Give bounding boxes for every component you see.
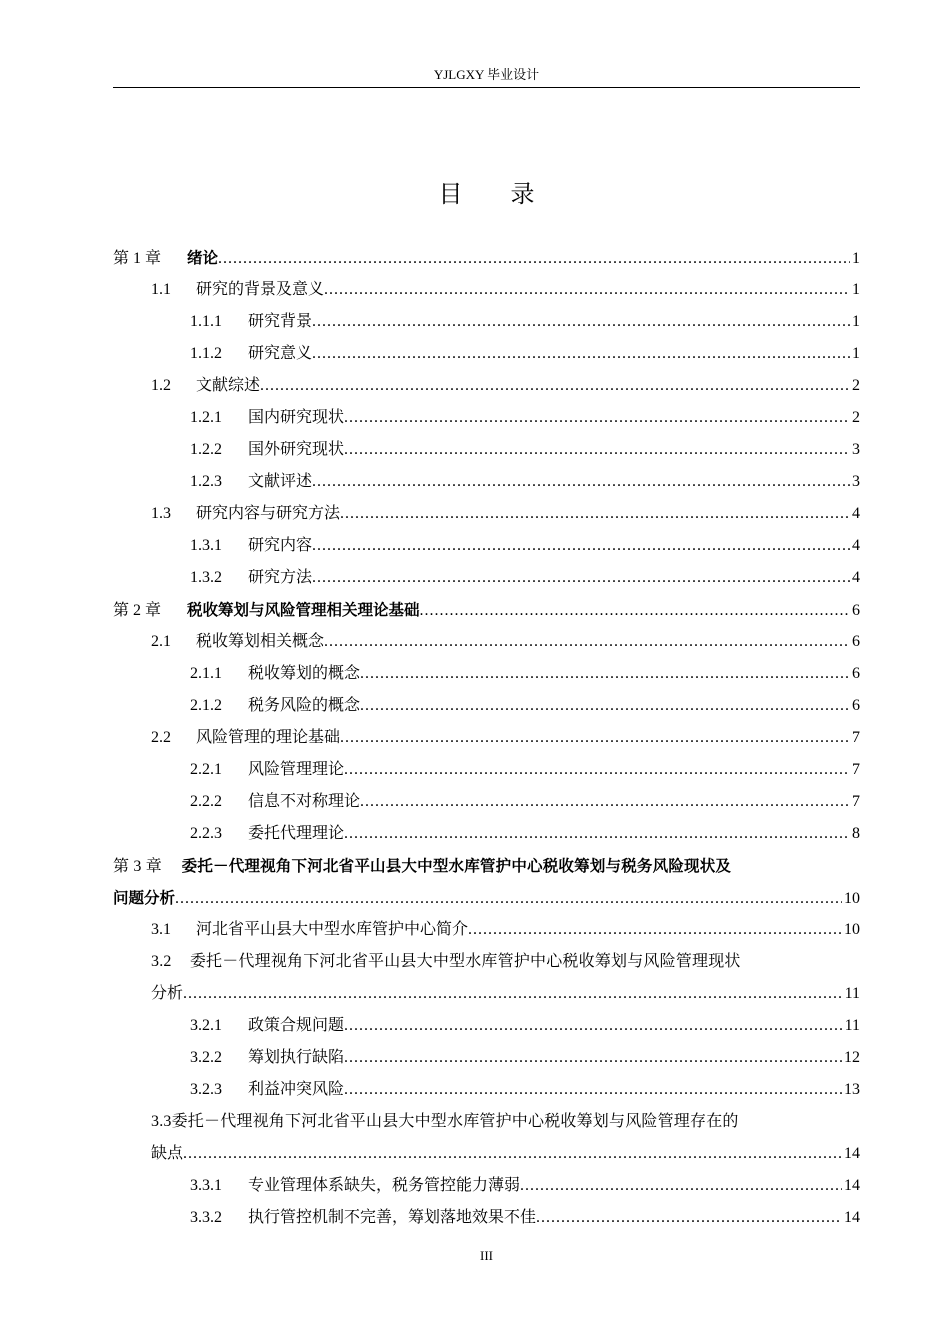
toc-entry-1-1-1[interactable] [113,306,860,338]
toc-title: 风险管理理论 [248,761,345,778]
toc-number: 第 2 章 [113,602,162,619]
toc-number: 1.1.2 [190,345,222,362]
toc-leader [344,434,850,466]
toc-page-number: 1 [852,345,860,362]
table-of-contents [113,242,860,1234]
toc-leader [312,338,850,370]
toc-entry-1-3-1[interactable] [113,530,860,562]
toc-entry-2-1-1[interactable] [113,658,860,690]
toc-page-number: 12 [844,1049,860,1066]
toc-page-number: 3 [852,441,860,458]
toc-title: 国内研究现状 [248,409,345,426]
page-number-footer: III [480,1248,493,1263]
toc-title: 委托代理理论 [248,825,345,842]
toc-title-continued: 问题分析 [113,889,176,907]
toc-entry-3-3-1[interactable] [113,1170,860,1202]
toc-number: 3.2.1 [190,1017,222,1034]
toc-number: 2.2.3 [190,825,222,842]
toc-entry-chapter-3-cont[interactable] [113,882,860,914]
toc-entry-2-2-3[interactable] [113,818,860,850]
toc-entry-3-2-1[interactable] [113,1010,860,1042]
toc-page-number: 6 [852,665,860,682]
toc-entry-2-2-1[interactable] [113,754,860,786]
toc-entry-1-2-2[interactable] [113,434,860,466]
toc-title: 利益冲突风险 [248,1081,345,1098]
toc-entry-1-3[interactable] [113,498,860,530]
toc-title-continued: 分析 [151,985,184,1002]
toc-page-number: 14 [844,1177,860,1194]
toc-page-number: 1 [852,281,860,298]
toc-entry-3-1[interactable] [113,914,860,946]
toc-title: 绪论 [187,249,219,267]
toc-leader [420,595,850,627]
toc-page-number: 4 [852,569,860,586]
toc-entry-chapter-2[interactable] [113,594,860,626]
toc-title: 信息不对称理论 [248,793,361,810]
toc-leader [344,818,850,850]
toc-leader [344,1042,842,1074]
toc-number: 2.1 [151,633,171,650]
toc-leader [312,562,850,594]
toc-title: 研究方法 [248,569,313,586]
toc-page-number: 14 [844,1145,860,1162]
toc-title: 税收筹划与风险管理相关理论基础 [187,601,420,619]
toc-entry-2-2-2[interactable] [113,786,860,818]
toc-title: 研究的背景及意义 [196,281,325,298]
toc-number: 1.2.3 [190,473,222,490]
toc-page-number: 11 [844,985,860,1002]
toc-title-continued: 缺点 [151,1145,184,1162]
toc-title: 税务风险的概念 [248,697,361,714]
toc-page-number: 11 [844,1017,860,1034]
toc-page-number: 1 [852,313,860,330]
toc-leader [340,722,850,754]
toc-number: 3.3.1 [190,1177,222,1194]
toc-leader [360,786,850,818]
toc-title: 税收筹划的概念 [248,665,361,682]
toc-title: 河北省平山县大中型水库管护中心简介 [196,921,469,938]
toc-number: 3.2 [151,953,172,970]
toc-title: 税收筹划相关概念 [196,633,325,650]
toc-title: 文献综述 [196,377,261,394]
toc-leader [344,1010,843,1042]
toc-number: 2.1.2 [190,697,222,714]
toc-title: 专业管理体系缺失，税务管控能力薄弱 [248,1177,521,1194]
toc-leader [175,883,842,915]
toc-number: 1.1 [151,281,171,298]
toc-leader [183,978,843,1010]
toc-leader [344,754,850,786]
toc-title: 研究内容与研究方法 [196,505,341,522]
toc-title: 政策合规问题 [248,1017,345,1034]
toc-entry-chapter-3[interactable] [113,850,860,882]
toc-entry-chapter-1[interactable] [113,242,860,274]
toc-number: 1.3 [151,505,171,522]
toc-leader [344,1074,842,1106]
toc-entry-1-2[interactable] [113,370,860,402]
toc-page-number: 7 [852,793,860,810]
toc-number: 3.2.3 [190,1081,222,1098]
toc-leader [340,498,850,530]
toc-number: 1.3.2 [190,569,222,586]
toc-page-number: 13 [844,1081,860,1098]
toc-number: 3.3.2 [190,1209,222,1226]
toc-number: 1.2 [151,377,171,394]
toc-entry-3-3-2[interactable] [113,1202,860,1234]
toc-page-number: 1 [852,250,860,267]
toc-number: 第 1 章 [113,250,162,267]
toc-entry-2-1-2[interactable] [113,690,860,722]
toc-entry-3-3[interactable] [113,1106,860,1138]
toc-entry-2-1[interactable] [113,626,860,658]
toc-page-number: 10 [844,890,860,907]
toc-title: 筹划执行缺陷 [248,1049,345,1066]
toc-entry-3-2[interactable] [113,946,860,978]
toc-number: 1.1.1 [190,313,222,330]
toc-title: 委托－代理视角下河北省平山县大中型水库管护中心税收筹划与税务风险现状及 [181,857,732,875]
toc-entry-3-2-3[interactable] [113,1074,860,1106]
toc-leader [324,274,850,306]
toc-leader [360,658,850,690]
toc-leader [536,1202,842,1234]
header-rule [113,87,860,88]
toc-number: 2.2 [151,729,171,746]
toc-entry-3-3-cont[interactable] [113,1138,860,1170]
toc-number: 3.1 [151,921,171,938]
toc-page-number: 7 [852,761,860,778]
toc-title: 国外研究现状 [248,441,345,458]
toc-leader [218,243,850,275]
toc-entry-1-1-2[interactable] [113,338,860,370]
toc-page-number: 6 [852,633,860,650]
toc-page-number: 8 [852,825,860,842]
toc-number: 3.2.2 [190,1049,222,1066]
toc-leader [324,626,850,658]
toc-number: 2.2.1 [190,761,222,778]
toc-number: 2.2.2 [190,793,222,810]
toc-title: 执行管控机制不完善，筹划落地效果不佳 [248,1209,537,1226]
toc-leader [360,690,850,722]
toc-leader [312,530,850,562]
toc-page-number: 7 [852,729,860,746]
page-title: 目录 [438,182,583,208]
toc-title: 研究背景 [248,313,313,330]
toc-page-number: 2 [852,377,860,394]
toc-number: 1.3.1 [190,537,222,554]
toc-number: 1.2.2 [190,441,222,458]
toc-entry-3-2-2[interactable] [113,1042,860,1074]
toc-entry-1-3-2[interactable] [113,562,860,594]
toc-number: 2.1.1 [190,665,222,682]
toc-page-number: 14 [844,1209,860,1226]
toc-page-number: 4 [852,537,860,554]
toc-leader [312,466,850,498]
toc-page-number: 6 [852,697,860,714]
toc-page-number: 10 [844,921,860,938]
toc-number: 3.3 [151,1113,172,1130]
toc-title: 委托－代理视角下河北省平山县大中型水库管护中心税收筹划与风险管理存在的 [171,1113,739,1130]
toc-entry-3-2-cont[interactable] [113,978,860,1010]
running-header: YJLGXY 毕业设计 [433,67,540,82]
toc-leader [520,1170,842,1202]
toc-entry-1-1[interactable] [113,274,860,306]
toc-title: 文献评述 [248,473,313,490]
toc-entry-1-2-1[interactable] [113,402,860,434]
toc-title: 研究意义 [248,345,313,362]
toc-page-number: 4 [852,505,860,522]
toc-leader [344,402,850,434]
toc-page-number: 6 [852,602,860,619]
toc-page-number: 3 [852,473,860,490]
toc-leader [312,306,850,338]
toc-title: 研究内容 [248,537,313,554]
toc-entry-1-2-3[interactable] [113,466,860,498]
toc-number: 1.2.1 [190,409,222,426]
toc-title: 风险管理的理论基础 [196,729,341,746]
toc-leader [468,914,842,946]
toc-leader [183,1138,842,1170]
toc-number: 第 3 章 [113,858,163,875]
toc-entry-2-2[interactable] [113,722,860,754]
toc-leader [260,370,850,402]
toc-title: 委托－代理视角下河北省平山县大中型水库管护中心税收筹划与风险管理现状 [189,953,741,970]
toc-page-number: 2 [852,409,860,426]
